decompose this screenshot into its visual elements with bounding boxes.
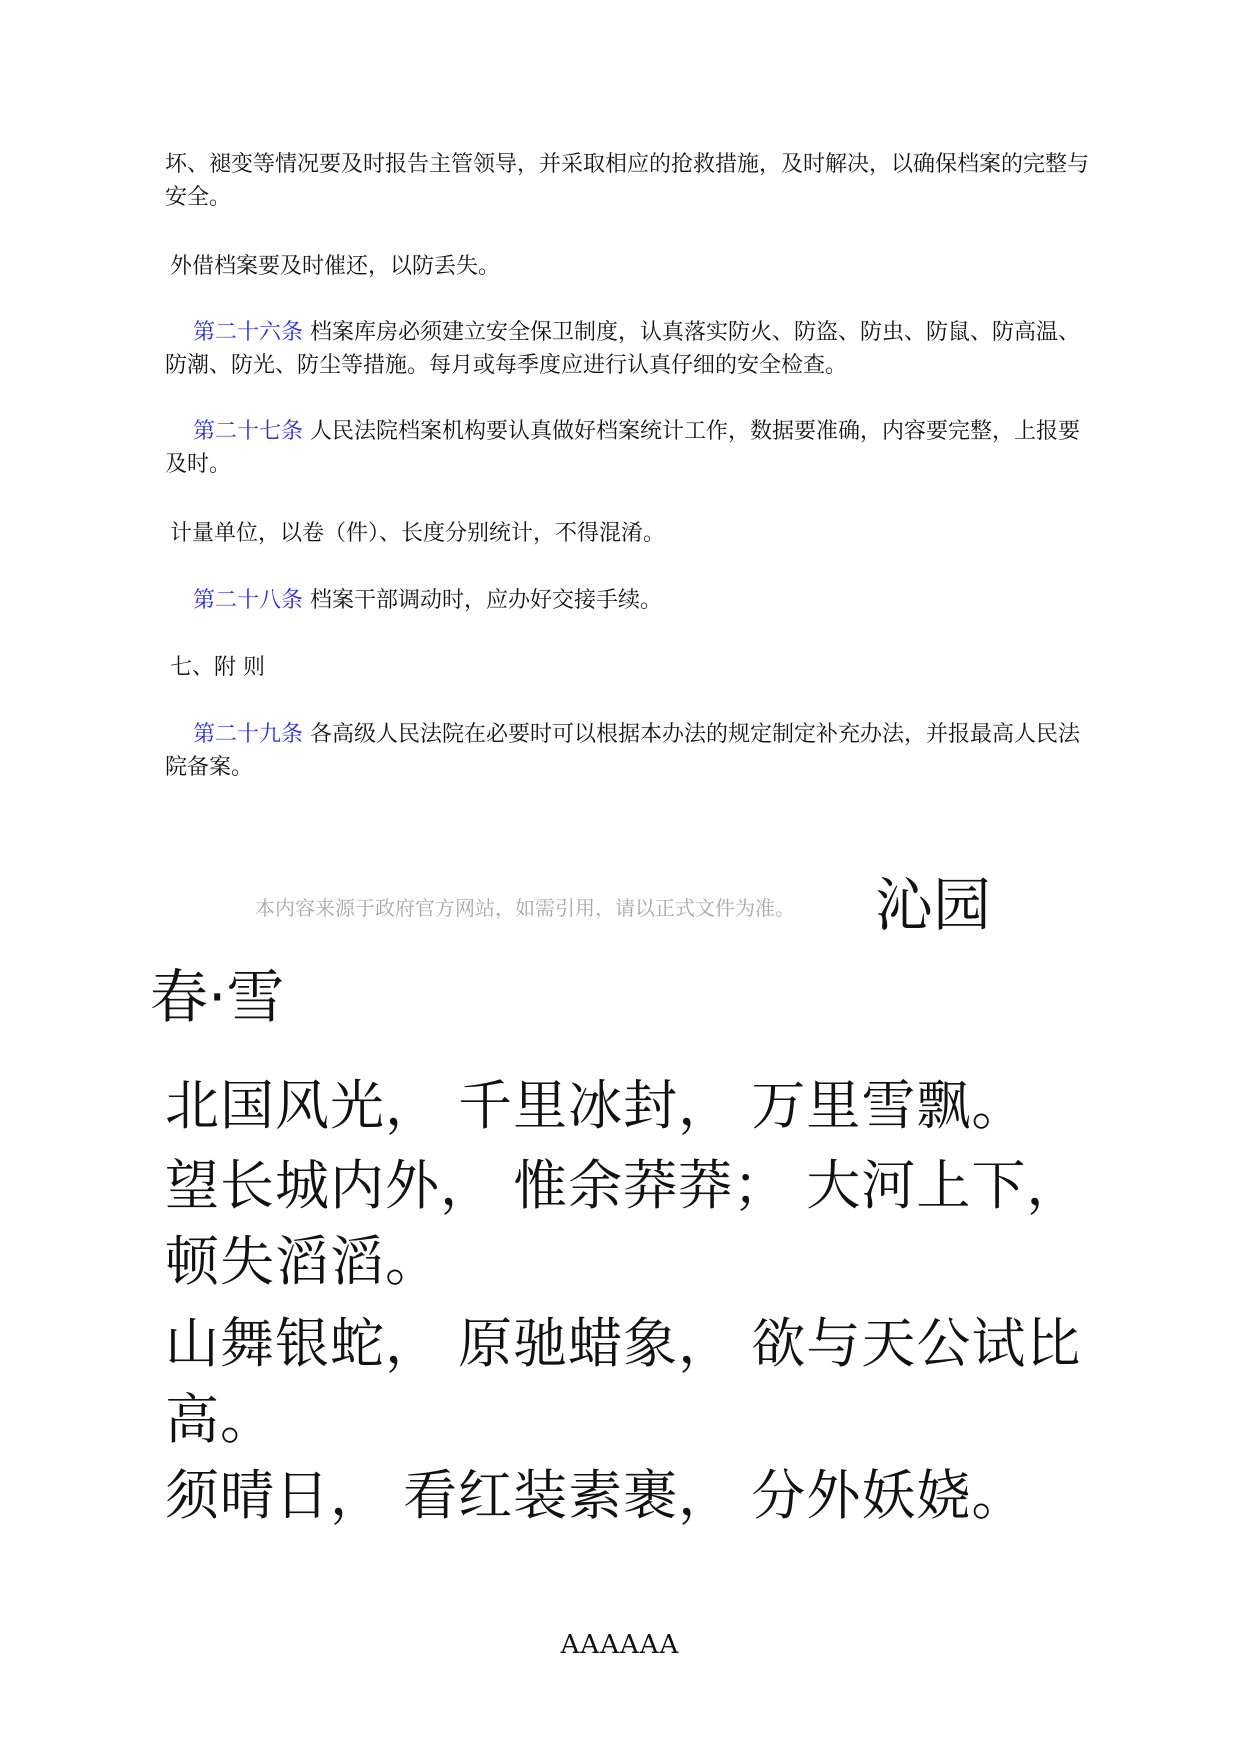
poem-line: 山舞银蛇， 原驰蜡象， 欲与天公试比高。 xyxy=(165,1312,1082,1451)
paragraph-measurement-units xyxy=(170,517,1100,550)
poem-title-part2: 春·雪 xyxy=(150,963,285,1031)
paragraph-archive-safety xyxy=(165,148,1095,214)
source-notice: 本内容来源于政府官方网站，如需引用，请以正式文件为准。 xyxy=(255,896,795,920)
paragraph-text: 人民法院档案机构要认真做好档案统计工作，数据要准确，内容要完整，上报要及时。 xyxy=(165,419,1081,477)
article-number: 第二十九条 xyxy=(193,722,304,747)
article-number: 第二十八条 xyxy=(193,588,304,613)
paragraph-borrowed-archives xyxy=(170,250,1100,283)
paragraph-text: 坏、褪变等情况要及时报告主管领导，并采取相应的抢救措施，及时解决，以确保档案的完整与安全。 xyxy=(165,152,1090,210)
section-heading-supplementary xyxy=(170,651,1100,684)
poem-line: 北国风光， 千里冰封， 万里雪飘。 xyxy=(165,1074,1027,1137)
paragraph-article-26 xyxy=(165,316,1095,382)
paragraph-article-28 xyxy=(165,584,1095,617)
section-heading-text: 七、附 则 xyxy=(170,655,265,680)
page-footer: AAAAAA xyxy=(560,1630,680,1660)
paragraph-article-27 xyxy=(165,415,1095,481)
article-number: 第二十七条 xyxy=(193,419,304,444)
paragraph-article-29 xyxy=(165,718,1095,784)
article-number: 第二十六条 xyxy=(193,320,304,345)
paragraph-text: 外借档案要及时催还，以防丢失。 xyxy=(170,254,501,279)
paragraph-text: 档案干部调动时，应办好交接手续。 xyxy=(303,588,663,613)
paragraph-text: 各高级人民法院在必要时可以根据本办法的规定制定补充办法，并报最高人民法院备案。 xyxy=(165,722,1081,780)
paragraph-text: 计量单位，以卷（件）、长度分别统计，不得混淆。 xyxy=(170,521,666,546)
poem-line: 须晴日， 看红装素裹， 分外妖娆。 xyxy=(165,1464,1027,1527)
paragraph-text: 档案库房必须建立安全保卫制度，认真落实防火、防盗、防虫、防鼠、防高温、防潮、防光、防尘等措施。每月或每季度应进行认真仔细的安全检查。 xyxy=(165,320,1081,378)
poem-title-part1: 沁园 xyxy=(875,871,992,939)
poem-line: 望长城内外， 惟余莽莽； 大河上下， 顿失滔滔。 xyxy=(165,1154,1082,1293)
